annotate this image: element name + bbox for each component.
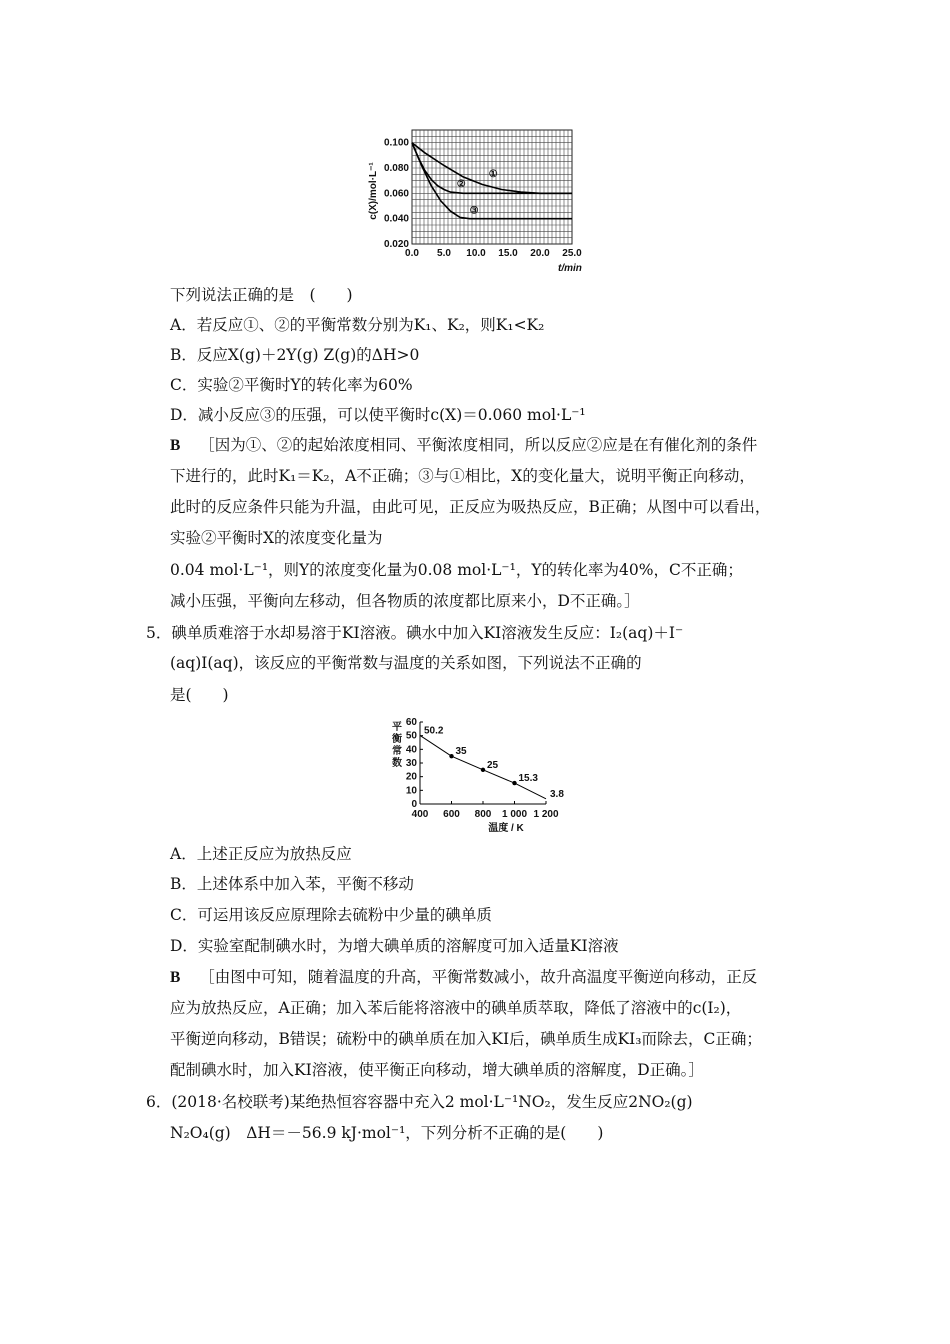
chart1-y-tick-label: 0.060 [383,188,409,200]
q4-option-d: D．减小反应③的压强，可以使平衡时c(X)＝0.060 mol·L⁻¹ [170,406,586,424]
chart1-x-tick-label: 20.0 [530,248,550,259]
q5-answer-letter: B [170,969,181,986]
chart2-point-label: 35 [455,746,467,758]
chart2-y-axis-label: 平衡常数 [392,722,402,769]
q4-option-a: A．若反应①、②的平衡常数分别为K₁、K₂，则K₁<K₂ [170,316,545,334]
chart1-x-axis-label: t/min [558,263,582,274]
chart2-point-label: 15.3 [518,773,538,785]
chart1-x-tick-label: 10.0 [466,248,486,259]
q5-option-c: C．可运用该反应原理除去硫粉中少量的碘单质 [170,906,492,924]
q5-option-a: A．上述正反应为放热反应 [170,845,352,863]
chart1-x-tick-label: 0.0 [405,248,419,259]
chart1-series-label: ① [488,168,498,180]
q4-explanation-line-5: 0.04 mol·L⁻¹，则Y的浓度变化量为0.08 mol·L⁻¹，Y的转化率为40%，C不正确； [170,561,743,579]
chart2-y-tick-label: 10 [405,785,417,797]
chart2-x-axis-label: 温度 / K [488,823,524,834]
chart2-y-tick-label: 0 [411,799,417,810]
q4-explanation-line-1 [170,434,757,457]
chart1-y-tick-label: 0.040 [383,213,409,225]
q5-option-b: B．上述体系中加入苯，平衡不移动 [170,875,414,893]
q5-explanation-line-3: 平衡逆向移动，B错误；硫粉中的碘单质在加入KI后，碘单质生成KI₃而除去，C正确； [170,1030,762,1048]
chart2-x-tick-label: 1 200 [533,809,559,820]
chart2-line [420,735,546,798]
q4-explanation-line-2: 下进行的，此时K₁＝K₂，A不正确；③与①相比，X的变化量大，说明平衡正向移动， [170,467,755,485]
chart2-y-tick-label: 60 [405,717,417,728]
q4-option-b: B．反应X(g)＋2Y(g) Z(g)的ΔH>0 [170,346,420,364]
chart2-point [449,754,453,758]
q5-stem-line-2: (aq)I(aq)，该反应的平衡常数与温度的关系如图，下列说法不正确的 [170,654,642,672]
q5-stem-line-1: 5．碘单质难溶于水却易溶于KI溶液。碘水中加入KI溶液发生反应：I₂(aq)＋I⁻ [146,624,684,642]
q5-explanation-text-1: ［由图中可知，随着温度的升高，平衡常数减小，故升高温度平衡逆向移动，正反 [199,968,758,986]
chart2-point-label: 50.2 [424,725,444,737]
chart1-y-tick-label: 0.020 [383,239,409,250]
chart1-y-tick-label: 0.080 [383,163,409,174]
q5-option-d: D．实验室配制碘水时，为增大碘单质的溶解度可加入适量KI溶液 [170,937,619,955]
chart1-series-label: ③ [469,205,479,217]
q5-explanation-line-1 [170,966,757,989]
q4-explanation-line-6: 减小压强，平衡向左移动，但各物质的浓度都比原来小，D不正确。］ [170,592,640,610]
q6-stem-line-2: N₂O₄(g) ΔH＝－56.9 kJ·mol⁻¹，下列分析不正确的是( ) [170,1124,604,1142]
q4-explanation-text-1: ［因为①、②的起始浓度相同、平衡浓度相同，所以反应②应是在有催化剂的条件 [199,436,758,454]
concentration-time-chart [360,126,600,276]
chart2-x-tick-label: 400 [411,809,429,820]
q4-answer-letter: B [170,437,181,454]
chart1-x-tick-label: 5.0 [437,248,451,259]
equilibrium-constant-chart [378,716,598,836]
chart2-point-label: 3.8 [550,788,564,800]
q5-explanation-line-2: 应为放热反应，A正确；加入苯后能将溶液中的碘单质萃取，降低了溶液中的c(I₂)， [170,999,742,1017]
chart1-y-tick-label: 0.100 [383,137,409,149]
chart2-point [481,768,485,772]
chart1-series-label: ② [456,179,466,190]
chart2-y-tick-label: 50 [405,730,417,742]
chart2-y-tick-label: 30 [405,758,417,769]
chart2-x-tick-label: 600 [443,809,460,820]
chart1-x-tick-label: 25.0 [562,248,582,259]
chart2-x-tick-label: 800 [474,809,492,820]
chart2-point-label: 25 [487,759,499,771]
chart2-y-tick-label: 20 [405,771,417,783]
q4-explanation-line-3: 此时的反应条件只能为升温，由此可见，正反应为吸热反应，B正确；从图中可以看出， [170,498,771,516]
q5-stem-line-3: 是( ) [170,686,229,704]
chart1-x-tick-label: 15.0 [498,248,518,259]
chart2-point [512,781,516,785]
q4-explanation-line-4: 实验②平衡时X的浓度变化量为 [170,529,383,547]
chart2-x-tick-label: 1 000 [501,809,528,820]
chart2-y-tick-label: 40 [405,744,417,756]
q4-option-c: C．实验②平衡时Y的转化率为60% [170,376,413,394]
q5-explanation-line-4: 配制碘水时，加入KI溶液，使平衡正向移动，增大碘单质的溶解度，D正确。］ [170,1061,704,1079]
q6-stem-line-1: 6．(2018·名校联考)某绝热恒容容器中充入2 mol·L⁻¹NO₂，发生反应2NO₂(g) [146,1093,693,1111]
q4-stem: 下列说法正确的是 ( ) [170,286,353,304]
chart1-y-axis-label: c(X)/mol·L⁻¹ [368,162,379,220]
